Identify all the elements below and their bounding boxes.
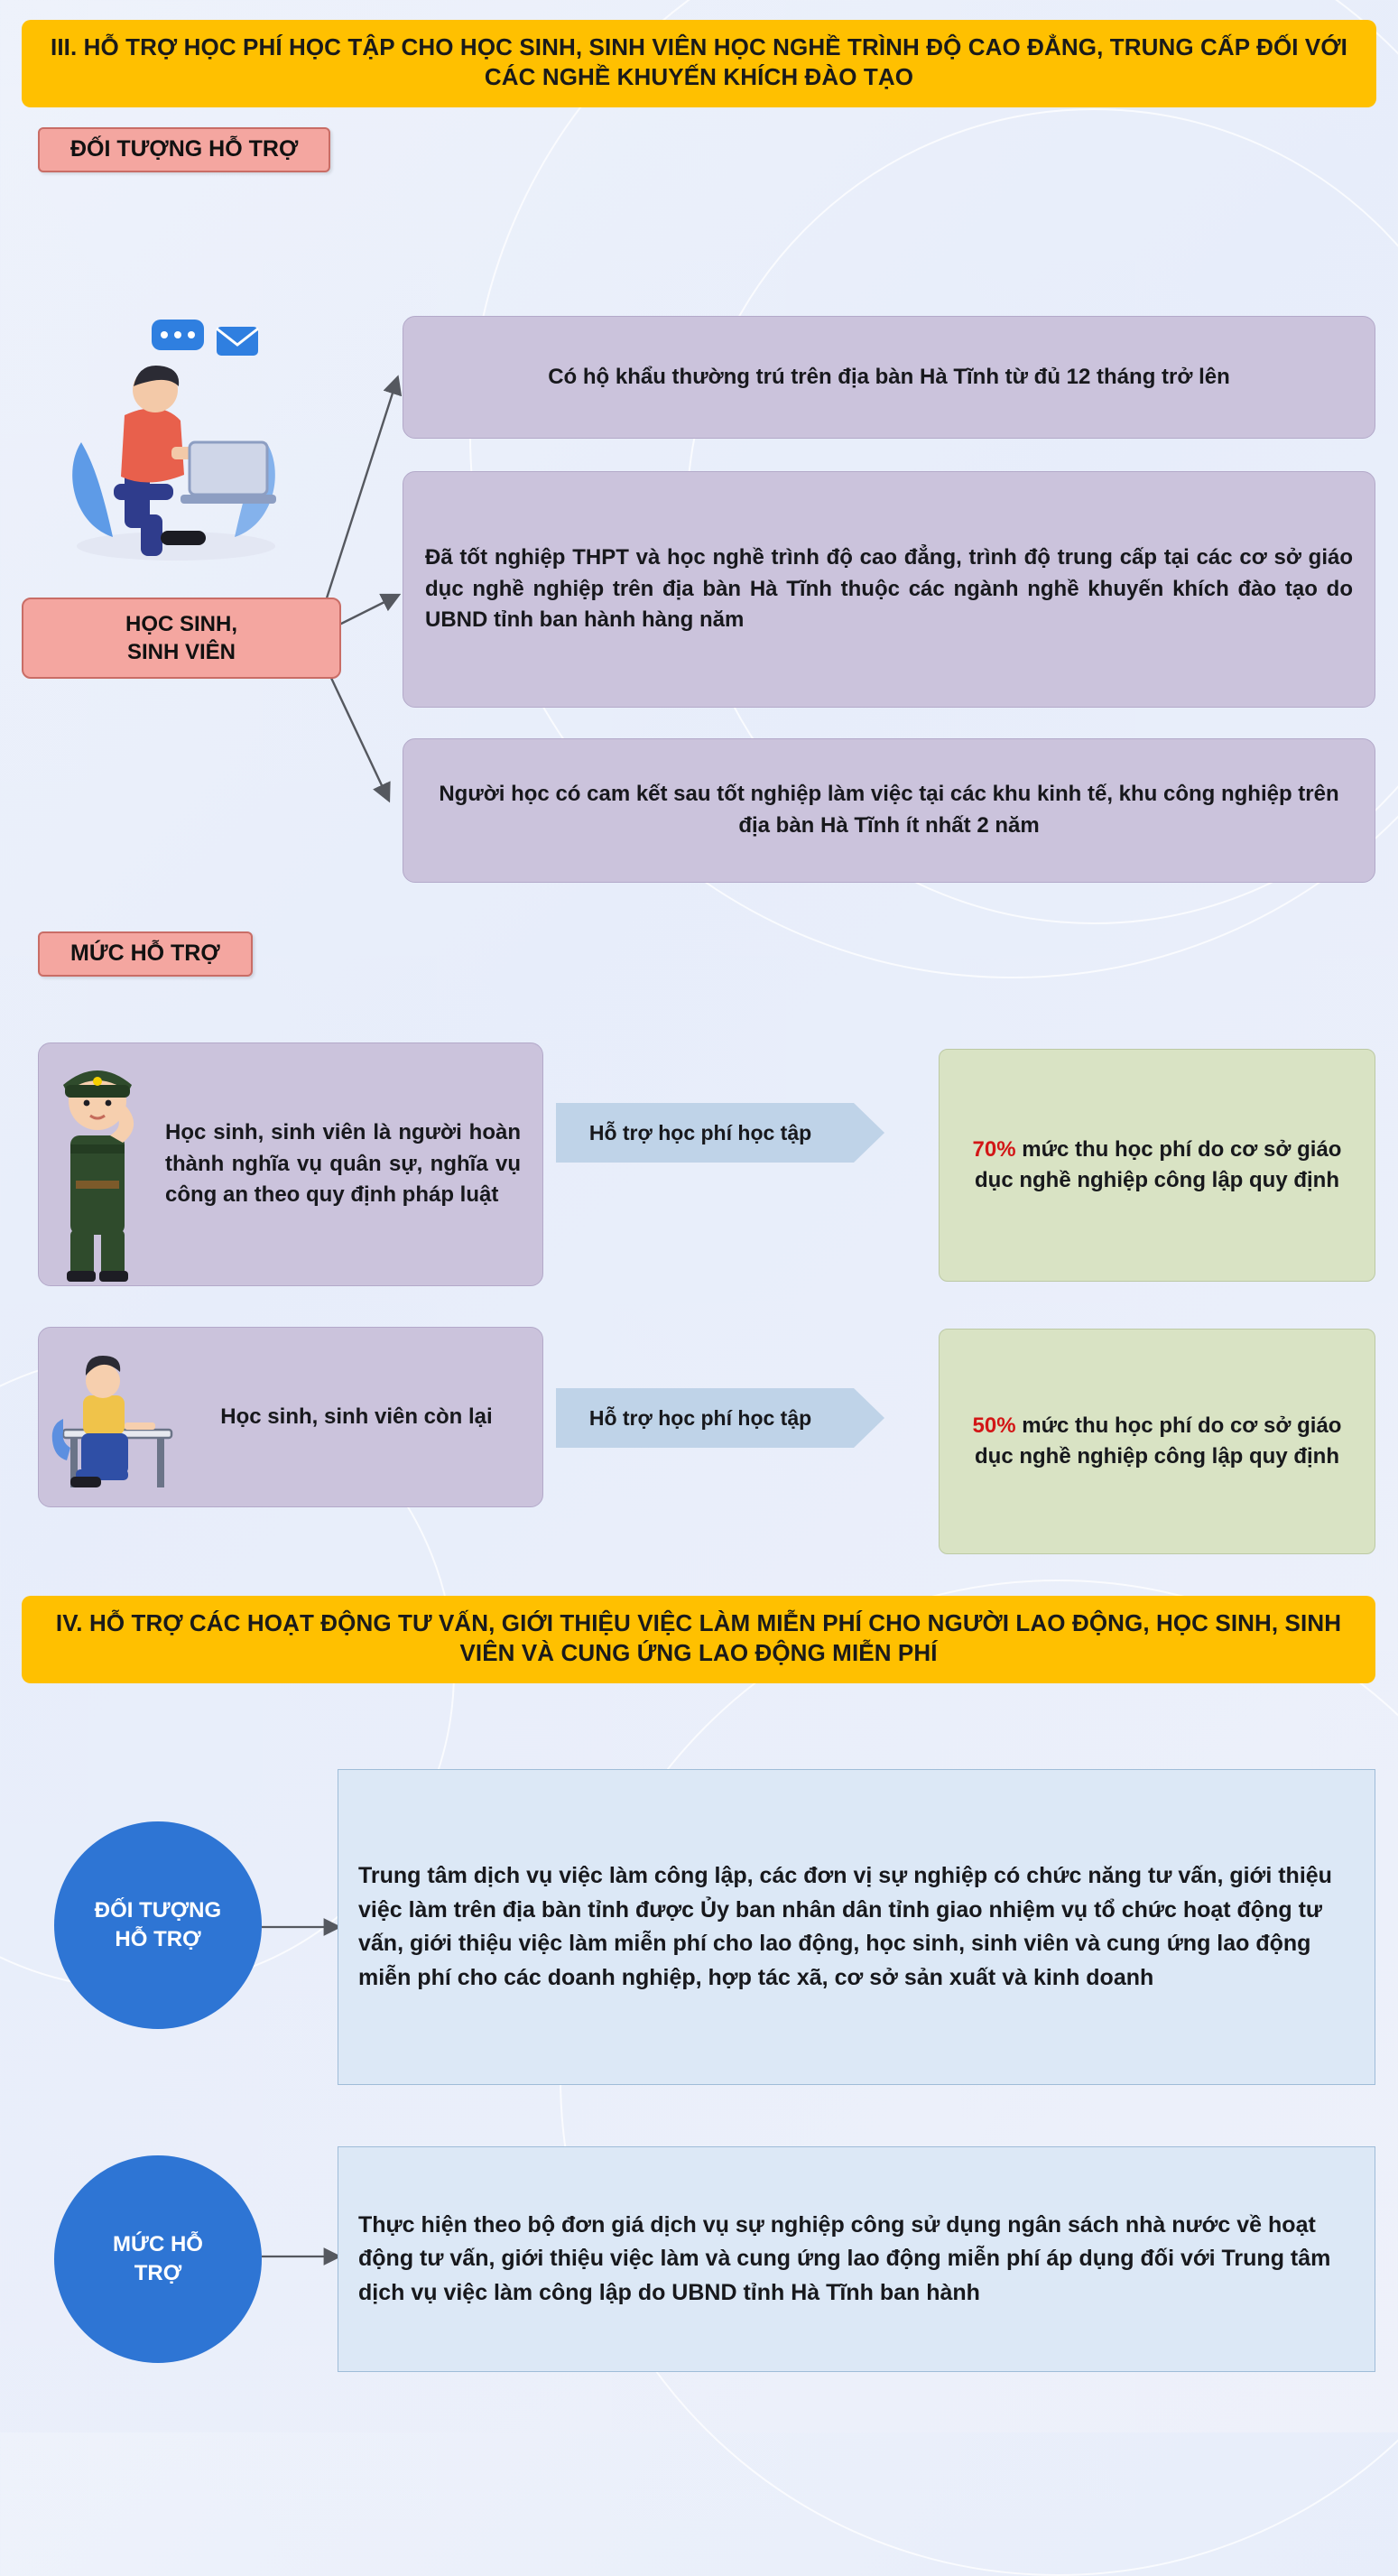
- level-2-arrow-text: Hỗ trợ học phí học tập: [588, 1405, 812, 1430]
- condition-1-text: Có hộ khẩu thường trú trên địa bàn Hà Tĩnh từ đủ 12 tháng trở lên: [548, 364, 1230, 389]
- level-1-benefit-text: mức thu học phí do cơ sở giáo dục nghề nghiệp công lập quy định: [975, 1136, 1342, 1192]
- condition-box-2: [403, 471, 1375, 708]
- subject-line-2: SINH VIÊN: [126, 640, 236, 665]
- section-4-text-doi-tuong: [338, 1769, 1375, 2085]
- level-1-arrow-text: Hỗ trợ học phí học tập: [588, 1120, 812, 1144]
- subject-line-1: HỌC SINH,: [125, 612, 237, 636]
- subject-hoc-sinh-sinh-vien: [22, 598, 341, 679]
- section-4-title: IV. HỖ TRỢ CÁC HOẠT ĐỘNG TƯ VẤN, GIỚI THIỆU VIỆC LÀM MIỄN PHÍ CHO NGƯỜI LAO ĐỘNG, HỌC SINH, SINH VIÊN VÀ CUNG ỨNG LAO ĐỘNG MIỄN PHÍ: [55, 1609, 1342, 1667]
- level-1-percent: 70%: [972, 1136, 1016, 1162]
- condition-3-text: Người học có cam kết sau tốt nghiệp làm việc tại các khu kinh tế, khu công nghiệp trên địa bàn Hà Tĩnh ít nhất 2 năm: [439, 782, 1339, 838]
- level-1-subject-text: Học sinh, sinh viên là người hoàn thành nghĩa vụ quân sự, nghĩa vụ công an theo quy định pháp luật: [165, 1119, 521, 1208]
- section-3-banner: [22, 20, 1376, 107]
- condition-box-1: [403, 316, 1375, 439]
- tag-doi-tuong-ho-tro-label: ĐỐI TƯỢNG HỖ TRỢ: [70, 135, 299, 162]
- section-3-title: III. HỖ TRỢ HỌC PHÍ HỌC TẬP CHO HỌC SINH, SINH VIÊN HỌC NGHỀ TRÌNH ĐỘ CAO ĐẲNG, TRUNG CẤP ĐỐI VỚI CÁC NGHỀ KHUYẾN KHÍCH ĐÀO TẠO: [51, 33, 1347, 91]
- student-desk-illustration: [43, 1343, 188, 1496]
- level-2-benefit-text: mức thu học phí do cơ sở giáo dục nghề nghiệp công lập quy định: [975, 1413, 1342, 1469]
- condition-2-text: Đã tốt nghiệp THPT và học nghề trình độ cao đẳng, trình độ trung cấp tại các cơ sở giáo dục nghề nghiệp trên địa bàn Hà Tĩnh thuộc các ngành nghề khuyến khích đào tạo do UBND tỉnh ban hành hàng năm: [425, 544, 1353, 633]
- level-2-benefit-box: [939, 1329, 1375, 1554]
- section-4-circle-muc-ho-tro: [54, 2155, 262, 2363]
- level-2-arrow-label: [556, 1388, 854, 1448]
- level-2-subject-text: Học sinh, sinh viên còn lại: [220, 1404, 493, 1429]
- level-1-benefit-box: [939, 1049, 1375, 1282]
- tag-muc-ho-tro-label: MỨC HỖ TRỢ: [70, 941, 220, 966]
- level-1-arrow-label: [556, 1103, 854, 1163]
- section-4-banner: [22, 1596, 1375, 1683]
- condition-box-3: [403, 738, 1375, 883]
- student-computer-illustration: [54, 307, 298, 569]
- section-4-circle-doi-tuong-label: ĐỐI TƯỢNG HỖ TRỢ: [94, 1897, 222, 1951]
- section-4-text-muc-ho-tro-content: Thực hiện theo bộ đơn giá dịch vụ sự nghiệp công sử dụng ngân sách nhà nước về hoạt động tư vấn, giới thiệu việc làm và cung ứng lao động miễn phí áp dụng đối với Trung tâm dịch vụ việc làm công lập do UBND tỉnh Hà Tĩnh ban hành: [358, 2211, 1331, 2305]
- level-2-percent: 50%: [972, 1413, 1016, 1438]
- section-4-circle-muc-ho-tro-label: MỨC HỖ TRỢ: [113, 2231, 203, 2285]
- section-4-text-doi-tuong-content: Trung tâm dịch vụ việc làm công lập, các đơn vị sự nghiệp có chức năng tư vấn, giới thiệu việc làm trên địa bàn tỉnh được Ủy ban nhân dân tỉnh giao nhiệm vụ tổ chức hoạt động tư vấn, giới thiệu việc làm miễn phí cho lao động, học sinh, sinh viên và cung ứng lao động miễn phí cho các doanh nghiệp, hợp tác xã, cơ sở sản xuất và kinh doanh: [358, 1863, 1332, 1990]
- section-4-circle-doi-tuong: [54, 1821, 262, 2029]
- soldier-illustration: [43, 1045, 152, 1285]
- tag-muc-ho-tro: [38, 931, 253, 977]
- section-4-text-muc-ho-tro: [338, 2146, 1375, 2372]
- tag-doi-tuong-ho-tro: [38, 127, 330, 172]
